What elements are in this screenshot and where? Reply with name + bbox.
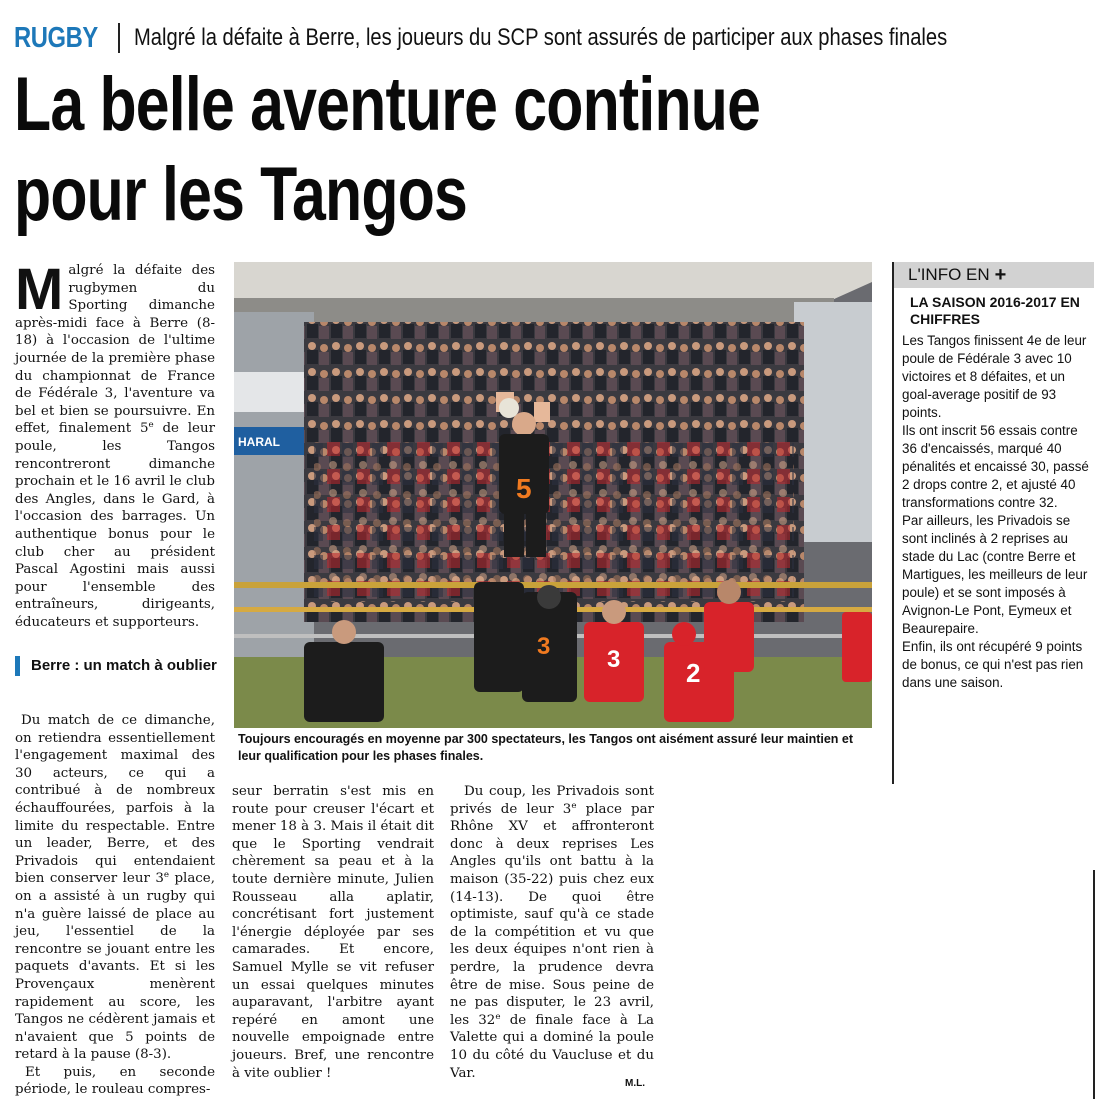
jersey-number-5: 5: [516, 473, 532, 504]
stadium-sign-text: HARAL: [238, 435, 280, 449]
info-paragraph-2: Ils ont inscrit 56 essais contre 36 d'encaissés, marqué 40 pénalités et encaissé 30, passé 2 drops contre 2, et ajusté 40 transformations contre 32.: [902, 423, 1089, 510]
info-box-body: [902, 332, 1090, 692]
col3-text-2: place par Rhône XV et affronteront donc à deux reprises Les Angles qu'ils ont battu à la maison (35-22) puis chez eux (14-13). De quoi être optimiste, sauf qu'à ce stade de la compétition et vu que les deux équipes n'ont rien à perdre, la prudence devra être de mise. Sous peine de ne pas disputer, le 23 avril, les 32: [450, 801, 655, 1028]
body-column-1: [15, 712, 215, 1099]
col3-text-3: de finale face à La Valette qui a dominé la poule 10 du côté du Vaucluse et du Var.: [450, 1012, 654, 1081]
headline: [14, 60, 1114, 240]
intro-column: [15, 257, 215, 631]
plus-icon: +: [994, 263, 1007, 286]
section-rubric: RUGBY: [14, 21, 98, 54]
col1-text-b: place, on a assisté à un rugby qui n'a guère laissé de place au jeu, l'essentiel de la rencontre se jouant entre les paquets d'avants. Et si les Provençaux menèrent rapidement au score, les Tangos ne cédèrent jamais et n'avaient que 5 points de retard à la pause (8-3).: [15, 871, 215, 1063]
kicker-line: Malgré la défaite à Berre, les joueurs du SCP sont assurés de participer aux phases finales: [134, 24, 948, 51]
col1-sup: e: [163, 870, 169, 881]
intro-text-2: de leur poule, les Tangos rencontreront dimanche prochain et le 16 avril le club des Angles, dans le Gard, à l'occasion des barrages. Un authentique bonus pour le club cher au président Pascal Agostini mais aussi pour l'ensemble des entraîneurs, dirigeants, éducateurs et supporteurs.: [15, 421, 215, 630]
info-paragraph-3: Par ailleurs, les Privadois se sont inclinés à 2 reprises au stade du Lac (contre Berre et Martigues, les meilleurs de leur poule) et se sont imposés à Avignon-Le Pont, Eymeux et Beaurepaire.: [902, 513, 1088, 636]
article-header: [14, 20, 1102, 56]
col3-sup-1: e: [571, 800, 577, 811]
info-box: [892, 262, 1094, 784]
headline-line-2: pour les Tangos: [14, 152, 468, 237]
col1-text-a: Du match de ce dimanche, on retiendra essentiellement l'engagement maximal des 30 acteurs, ce qui a contribué à de nombreux échauffourées, parfois à la limite du respectable. Entre un leader, Berre, et des Privadois qui entendaient bien conserver leur 3: [15, 713, 215, 887]
author-signature: M.L.: [625, 1078, 645, 1089]
body-column-3: [450, 783, 654, 1082]
info-box-label: L'INFO EN: [908, 265, 990, 284]
col3-text-1: Du coup, les Privadois sont privés de leur 3: [450, 784, 654, 817]
col2-paragraph: seur berratin s'est mis en route pour creuser l'écart et mener 18 à 3. Mais il était dit que le Sporting vendrait chèrement sa peau et à la toute dernière minute, Julien Rousseau alla aplatir, concrétisant fort justement l'énergie déployée par ses camarades. Et encore, Samuel Mylle se vit refuser un essai quelques minutes auparavant, l'arbitre ayant repéré en amont une nouvelle empoignade entre joueurs. Bref, une rencontre à vite oublier !: [232, 784, 434, 1081]
drop-cap: M: [15, 257, 64, 322]
header-separator: [118, 23, 120, 53]
intro-paragraph: [15, 257, 215, 631]
info-paragraph-1: Les Tangos finissent 4e de leur poule de Fédérale 3 avec 10 victoires et 8 défaites, et un goal-average positif de 93 points.: [902, 333, 1087, 420]
intro-text-1: algré la défaite des rugbymen du Sporting dimanche après-midi face à Berre (8-18) à l'occasion de l'ultime journée de la première phase du championnat de France de Fédérale 3, l'aventure va bel et bien se poursuivre. En effet, finalement 5: [15, 263, 215, 437]
body-column-2: [232, 783, 434, 1082]
intro-sup-1: e: [148, 420, 154, 431]
photo-caption: Toujours encouragés en moyenne par 300 spectateurs, les Tangos ont aisément assuré leur maintien et leur qualification pour les phases finales.: [238, 732, 854, 763]
col1-paragraph-1: [15, 712, 215, 1064]
jersey-number-3: 3: [537, 633, 551, 660]
info-paragraph-4: Enfin, ils ont récupéré 9 points de bonus, ce qui n'est pas rien dans une saison.: [902, 639, 1084, 690]
subhead: Berre : un match à oublier: [15, 656, 236, 676]
edge-rule: [1093, 870, 1095, 1099]
headline-line-1: La belle aventure continue: [14, 62, 761, 147]
jersey-number-3-red: 3: [607, 646, 621, 673]
col3-sup-2: e: [495, 1011, 501, 1022]
info-box-header: [894, 262, 1094, 288]
info-box-title: LA SAISON 2016-2017 EN CHIFFRES: [910, 294, 1080, 327]
match-photo: [234, 262, 872, 728]
photo-illustration: [234, 262, 872, 728]
jersey-number-2: 2: [686, 658, 701, 688]
col3-paragraph: [450, 783, 654, 1082]
col1-paragraph-2: Et puis, en seconde période, le rouleau compres-: [15, 1064, 215, 1098]
